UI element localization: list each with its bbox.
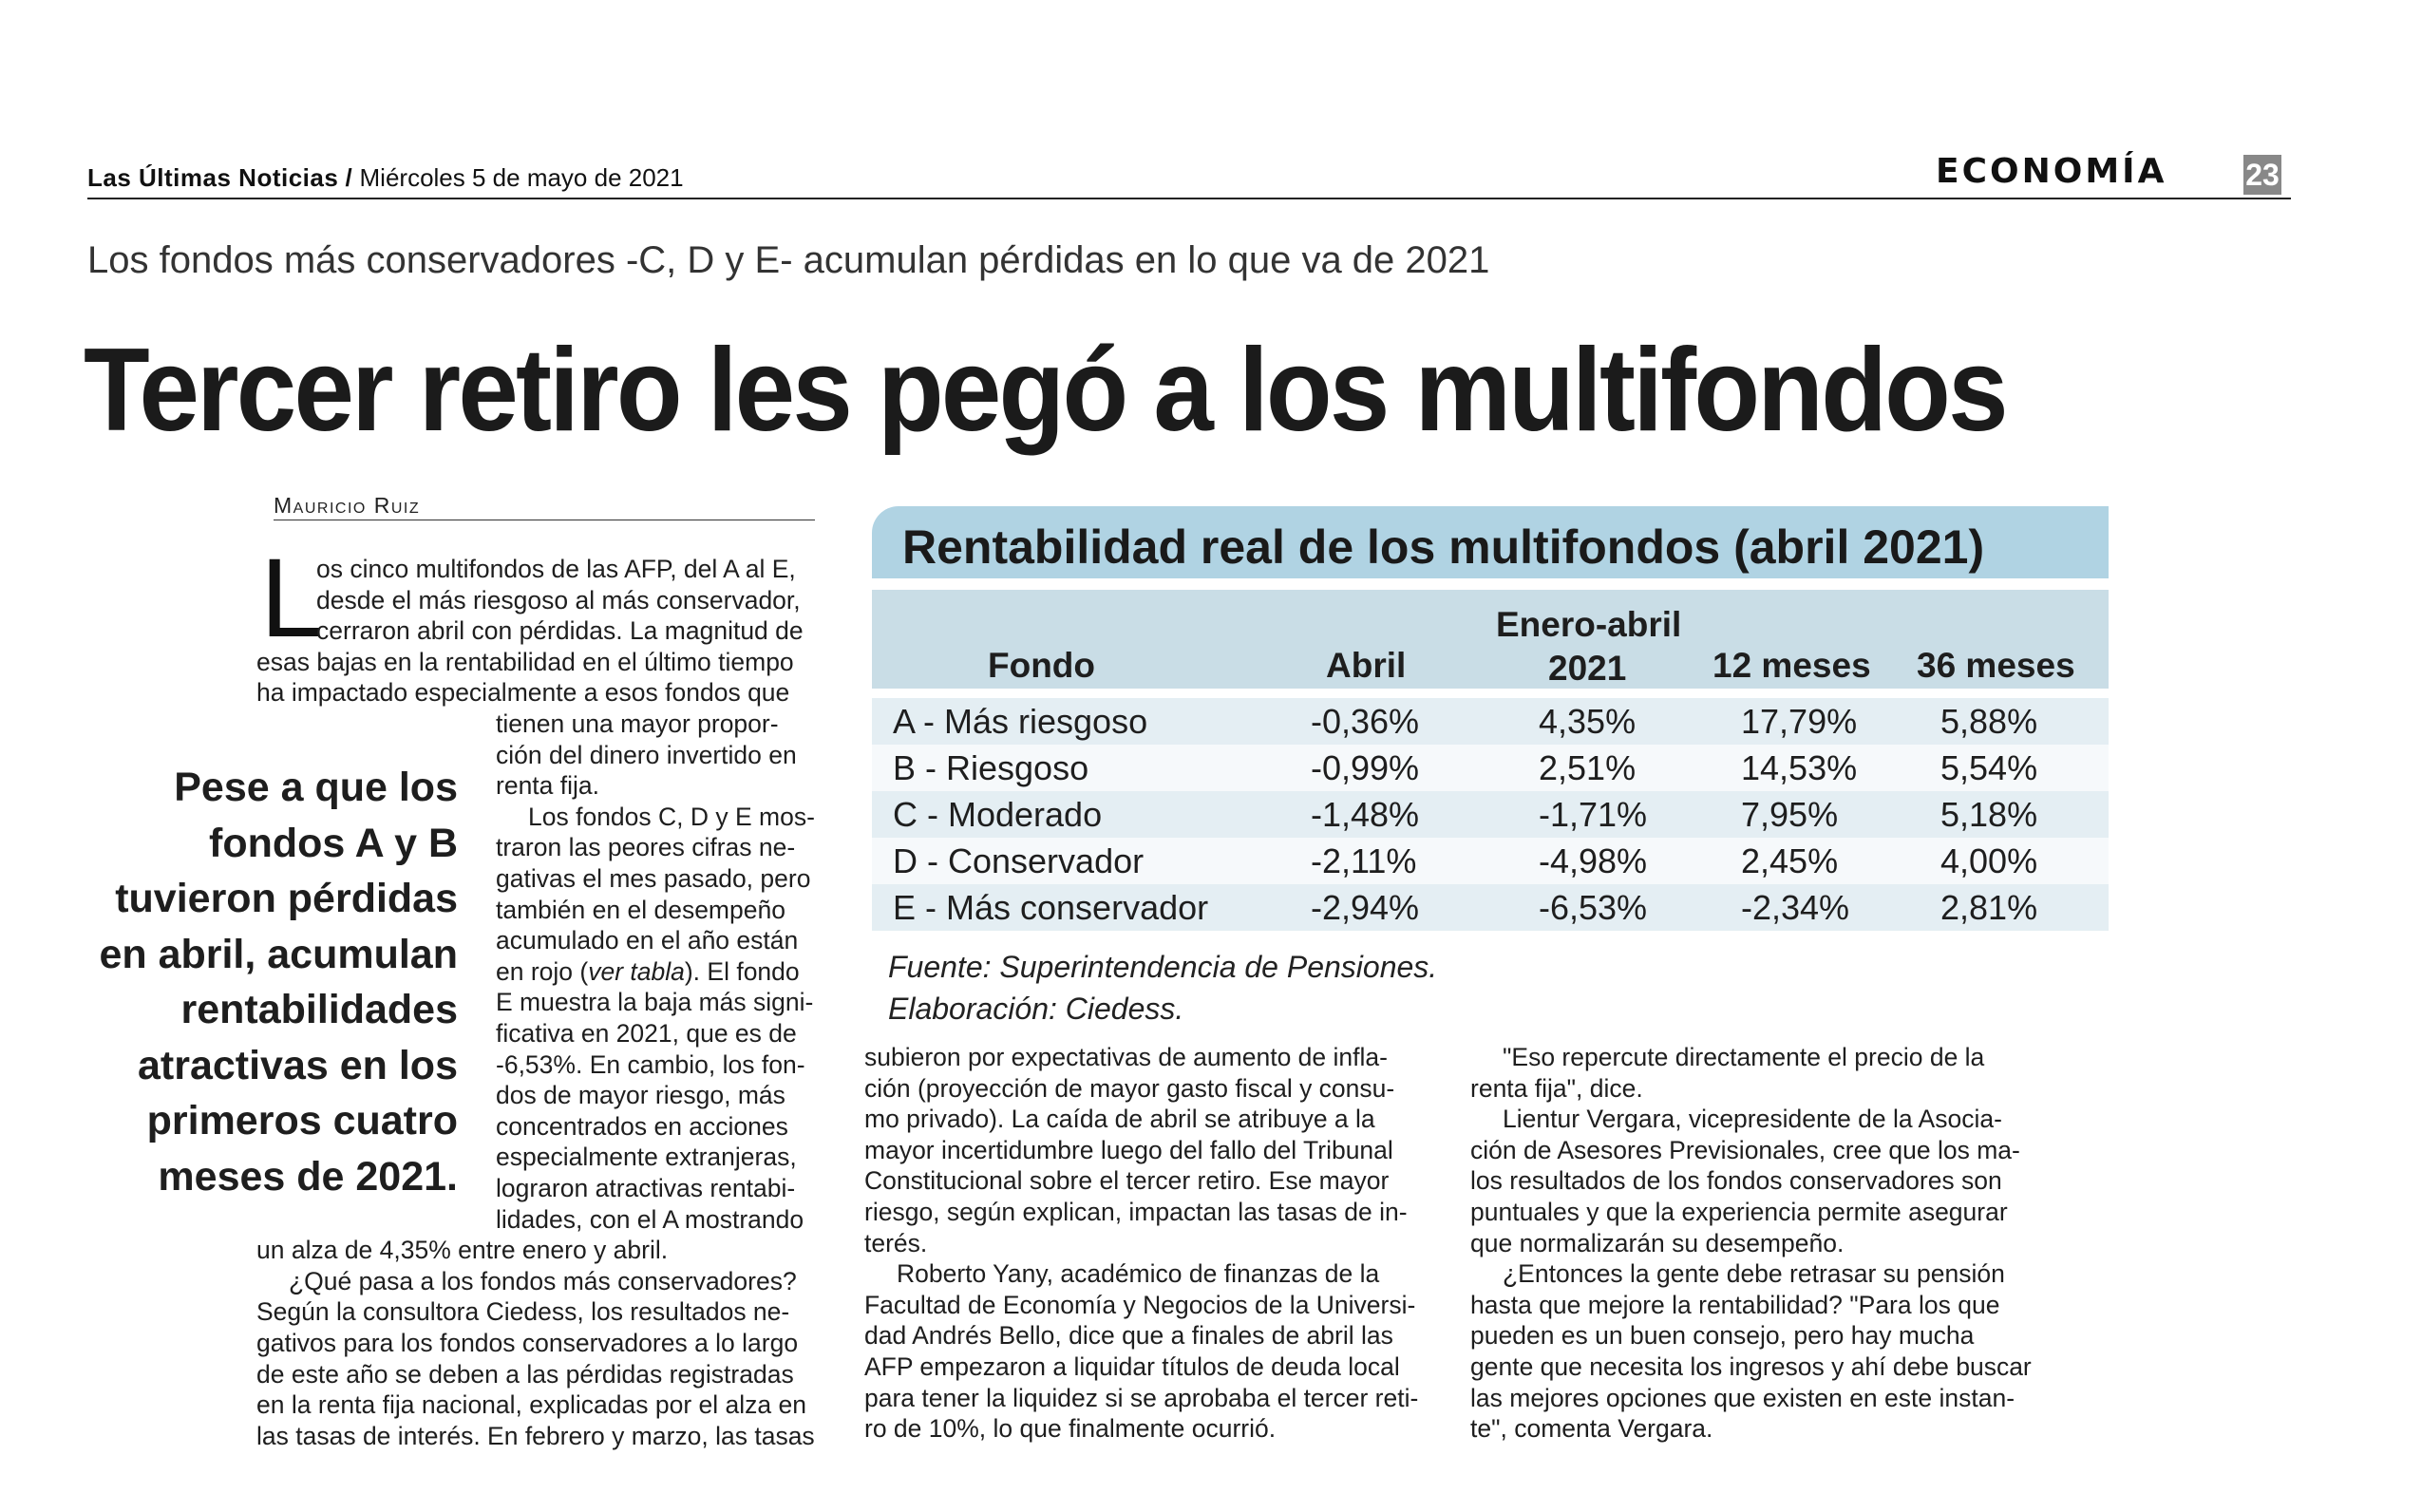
cell-ytd: 2,51% [1539,748,1637,787]
text-line: especialmente extranjeras, [496,1143,797,1172]
cell-m36: 4,00% [1940,841,2038,880]
page-number: 23 [2243,155,2281,195]
text-line: E muestra la baja más signi- [496,988,814,1017]
text-line: ficativa en 2021, que es de [496,1019,797,1048]
text-line: riesgo, según explican, impactan las tasas de in- [864,1198,1408,1226]
drop-cap: L [260,536,323,661]
pull-quote-line: fondos A y B [209,820,458,866]
pull-quote-line: primeros cuatro [146,1098,458,1143]
cell-ytd: -1,71% [1539,795,1648,834]
pull-quote-line: meses de 2021. [158,1153,458,1200]
cell-abril: -0,36% [1311,702,1420,741]
text-line: ro de 10%, lo que finalmente ocurrió. [864,1414,1277,1444]
issue-date: Miércoles 5 de mayo de 2021 [359,163,684,192]
header-ytd-line2: 2021 [1548,649,1627,688]
text-line: también en el desempeño [496,895,785,924]
text-line: puntuales y que la experiencia permite asegurar [1470,1198,2008,1226]
masthead-rule [87,198,2291,199]
text-line: las mejores opciones que existen en este instan- [1470,1383,2015,1412]
text-line: terés. [864,1228,928,1257]
text-line: ción de Asesores Previsionales, cree que los ma- [1470,1135,2020,1164]
text-line: de este año se deben a las pérdidas registradas [256,1359,794,1389]
cell-fondo: C - Moderado [893,795,1103,834]
cell-m12: 17,79% [1741,702,1858,741]
pull-quote [59,760,458,1204]
header-12-meses: 12 meses [1712,646,1871,685]
text-line: ha impactado especialmente a esos fondos que [256,678,790,708]
cell-m12: 7,95% [1741,795,1839,834]
cell-m36: 5,54% [1940,748,2038,787]
cell-fondo: E - Más conservador [893,888,1209,927]
cell-abril: -1,48% [1311,795,1420,834]
text-line: Los fondos C, D y E mos- [528,802,815,831]
text-line: ¿Entonces la gente debe retrasar su pensión [1503,1259,2005,1289]
byline: Mauricio Ruiz [274,493,421,518]
cell-ytd: 4,35% [1539,702,1637,741]
cell-ytd: -4,98% [1539,841,1648,880]
cell-fondo: A - Más riesgoso [893,702,1148,741]
text-line: concentrados en acciones [496,1111,788,1141]
cell-m12: 14,53% [1741,748,1858,787]
text-line: mayor incertidumbre luego del fallo del Tribunal [864,1135,1393,1164]
text-line: mo privado). La caída de abril se atribuye a la [864,1105,1375,1134]
text-line: gativos para los fondos conservadores a lo largo [256,1329,799,1357]
header-ytd-line1: Enero-abril [1496,605,1682,644]
text-line: un alza de 4,35% entre enero y abril. [256,1236,669,1265]
header-36-meses: 36 meses [1917,646,2075,685]
header-fondo: Fondo [988,646,1096,685]
text-line: -6,53%. En cambio, los fon- [496,1049,805,1079]
text-line: esas bajas en la rentabilidad en el último tiempo [256,647,794,676]
text-line: Constitucional sobre el tercer retiro. Ese mayor [864,1166,1390,1196]
pull-quote-line: rentabilidades [180,987,458,1032]
text-line: gente que necesita los ingresos y ahí debe buscar [1470,1352,2032,1381]
text-line: Roberto Yany, académico de finanzas de la [897,1259,1380,1289]
cell-fondo: B - Riesgoso [893,748,1089,787]
text-line: lograron atractivas rentabi- [496,1174,796,1202]
cell-m36: 2,81% [1940,888,2038,927]
pull-quote-line: tuvieron pérdidas [115,876,458,921]
text-line: traron las peores cifras ne- [496,833,796,862]
cell-abril: -2,94% [1311,888,1420,927]
text-line: "Eso repercute directamente el precio de la [1503,1043,1985,1071]
text-line: lidades, con el A mostrando [496,1204,804,1234]
text-line: que normalizarán su desempeño. [1470,1228,1845,1257]
table-title: Rentabilidad real de los multifondos (abril 2021) [902,520,1985,574]
text-line: Facultad de Economía y Negocios de la Universi- [864,1290,1416,1319]
header-abril: Abril [1326,646,1407,685]
text-line: ción del dinero invertido en [496,740,797,769]
text-line: en rojo (ver tabla). El fondo [496,956,800,986]
text-line: pueden es un buen consejo, pero hay mucha [1470,1321,1975,1351]
cell-fondo: D - Conservador [893,841,1145,880]
text-line: ción (proyección de mayor gasto fiscal y consu- [864,1073,1395,1103]
cell-ytd: -6,53% [1539,888,1648,927]
text-line: dad Andrés Bello, dice que a finales de abril las [864,1321,1393,1351]
cell-m36: 5,18% [1940,795,2038,834]
text-line: Según la consultora Ciedess, los resultados ne- [256,1297,790,1327]
text-line: acumulado en el año están [496,926,799,955]
text-line: os cinco multifondos de las AFP, del A al E, [316,555,796,583]
pull-quote-line: atractivas en los [137,1042,458,1088]
masthead-separator: / [345,163,353,192]
text-line: hasta que mejore la rentabilidad? "Para los que [1470,1290,2000,1319]
text-line: en la renta fija nacional, explicadas por el alza en [256,1390,806,1420]
text-line: las tasas de interés. En febrero y marzo, las tasas [256,1421,815,1450]
text-line: cerraron abril con pérdidas. La magnitud de [316,616,804,646]
cell-m12: 2,45% [1741,841,1839,880]
table-elaboration: Elaboración: Ciedess. [888,992,1184,1026]
text-line: subieron por expectativas de aumento de infla- [864,1043,1388,1071]
newspaper-name: Las Últimas Noticias [87,163,339,192]
cell-m12: -2,34% [1741,888,1850,927]
text-line: Lientur Vergara, vicepresidente de la Asocia- [1503,1105,2002,1134]
text-line: gativas el mes pasado, pero [496,864,811,893]
text-line: para tener la liquidez si se aprobaba el tercer reti- [864,1383,1419,1412]
section-name: ECONOMÍA [1936,152,2167,191]
text-line: renta fija", dice. [1470,1073,1643,1103]
text-line: ¿Qué pasa a los fondos más conservadores? [289,1266,797,1295]
cell-abril: -2,11% [1311,841,1417,880]
pull-quote-line: en abril, acumulan [99,931,458,977]
cell-m36: 5,88% [1940,702,2038,741]
text-line: desde el más riesgoso al más conservador, [316,585,801,614]
masthead [87,163,684,193]
text-line: tienen una mayor propor- [496,709,779,738]
text-line: los resultados de los fondos conservadores son [1470,1166,2002,1196]
text-line: te", comenta Vergara. [1470,1414,1713,1444]
headline: Tercer retiro les pegó a los multifondos [84,325,2006,456]
text-line: dos de mayor riesgo, más [496,1081,785,1110]
table-source: Fuente: Superintendencia de Pensiones. [888,950,1438,984]
text-line: AFP empezaron a liquidar títulos de deuda local [864,1352,1400,1381]
text-line: renta fija. [496,771,600,801]
cell-abril: -0,99% [1311,748,1420,787]
pull-quote-line: Pese a que los [174,765,458,810]
kicker: Los fondos más conservadores -C, D y E- acumulan pérdidas en lo que va de 2021 [87,239,1490,281]
